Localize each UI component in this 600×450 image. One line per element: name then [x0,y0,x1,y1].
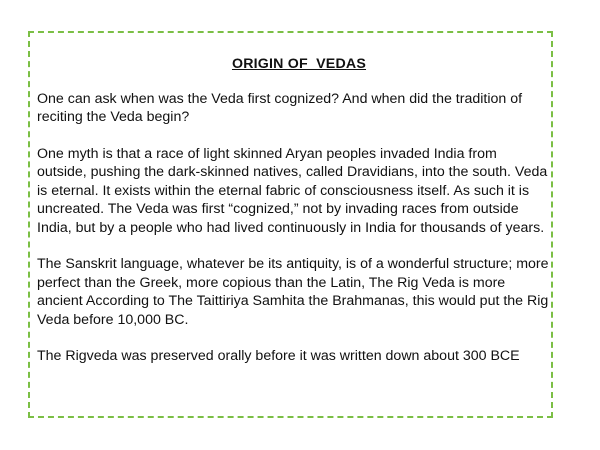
paragraph-question: One can ask when was the Veda first cognized? And when did the tradition of reciting the Veda begin? [37,90,523,125]
paragraph-myth: One myth is that a race of light skinned Aryan peoples invaded India from outside, pushing the dark-skinned natives, called Dravidians, into the south. Veda is eternal. It exists within the eternal fabric of consciousness itself. As such it is uncreated. The Veda was first “cognized,” not by invading races from outside India, but by a people who had lived continuously in India for thousands of years. [37,145,548,236]
slide-title: ORIGIN OF VEDAS [231,56,367,72]
slide-content [37,55,549,384]
paragraph-oral-tradition: The Rigveda was preserved orally before it was written down about 300 BCE [37,348,520,364]
paragraph-sanskrit: The Sanskrit language, whatever be its antiquity, is of a wonderful structure; more perfect than the Greek, more copious than the Latin, The Rig Veda is more ancient According to The Taittiriya Samhita the Brahmanas, this would put the Rig Veda before 10,000 BC. [37,256,549,328]
